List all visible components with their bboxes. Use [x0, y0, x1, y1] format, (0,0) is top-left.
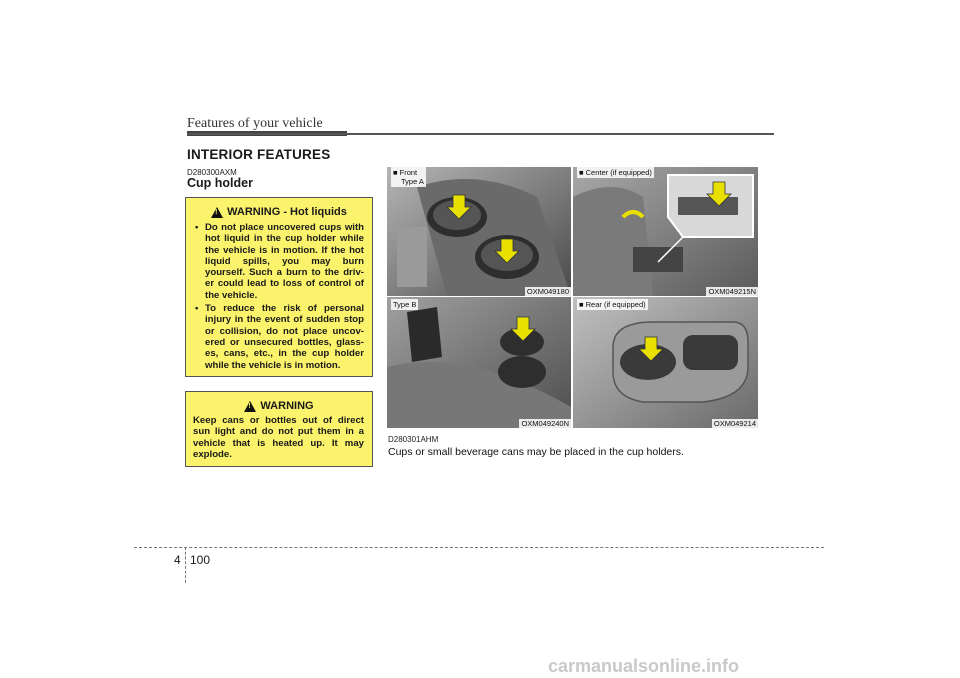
photo-label-line: Type A	[401, 177, 424, 186]
header-rule	[187, 133, 774, 135]
center-cup-holder-photo	[573, 167, 758, 296]
warning-item: • Do not place uncovered cups with hot liquid in the cup holder while the vehicle is in motion. If the hot liquid spills, you may burn yourself. Such a burn to the driv-er could lead to loss of control of the vehicle.	[195, 222, 364, 301]
footer-divider	[185, 547, 186, 583]
hot-liquids-warning-box	[185, 197, 373, 377]
photo-label	[391, 167, 426, 187]
photo-label: ■ Rear (if equipped)	[579, 300, 646, 309]
photo-code: OXM049214	[713, 419, 756, 428]
watermark: carmanualsonline.info	[548, 656, 740, 676]
warning-text: Keep cans or bottles out of direct sun light and do not put them in a vehicle that is heated up. It may explode.	[193, 415, 364, 460]
sunlight-warning-box	[185, 391, 373, 467]
subsection-title: Cup holder	[187, 176, 253, 190]
photo-label-line: ■ Front	[393, 168, 418, 177]
photo-code: OXM049180	[526, 287, 569, 296]
photo-code: OXM049240N	[521, 419, 569, 428]
running-header: Features of your vehicle	[187, 116, 323, 131]
photo-code: OXM049215N	[708, 287, 756, 296]
photo-label: Type B	[393, 300, 417, 309]
photo-label: ■ Center (if equipped)	[579, 168, 652, 177]
warning-heading-text: WARNING	[260, 400, 314, 412]
section-code: D280300AXM	[187, 168, 237, 177]
page-number: 100	[190, 553, 211, 567]
rear-cup-holder-photo	[573, 297, 758, 428]
footer-rule	[134, 547, 824, 548]
body-text: Cups or small beverage cans may be placed in the cup holders.	[388, 446, 684, 458]
warning-heading	[186, 206, 372, 218]
warning-triangle-icon	[211, 207, 223, 218]
warning-item: • To reduce the risk of personal injury in the event of sudden stop or collision, do not place uncov-ered or unsecured bottles, glass-es, cans, etc., in the cup holder while the vehicle is in motion.	[195, 303, 364, 371]
front-cup-holder-photo	[387, 167, 571, 296]
paragraph-code: D280301AHM	[388, 435, 439, 444]
warning-heading	[186, 400, 372, 412]
type-b-cup-holder-photo	[387, 297, 571, 428]
warning-triangle-icon	[244, 401, 256, 412]
section-title: INTERIOR FEATURES	[187, 147, 331, 162]
warning-list	[195, 222, 364, 371]
warning-heading-text: WARNING - Hot liquids	[227, 206, 347, 218]
chapter-number: 4	[174, 553, 181, 567]
